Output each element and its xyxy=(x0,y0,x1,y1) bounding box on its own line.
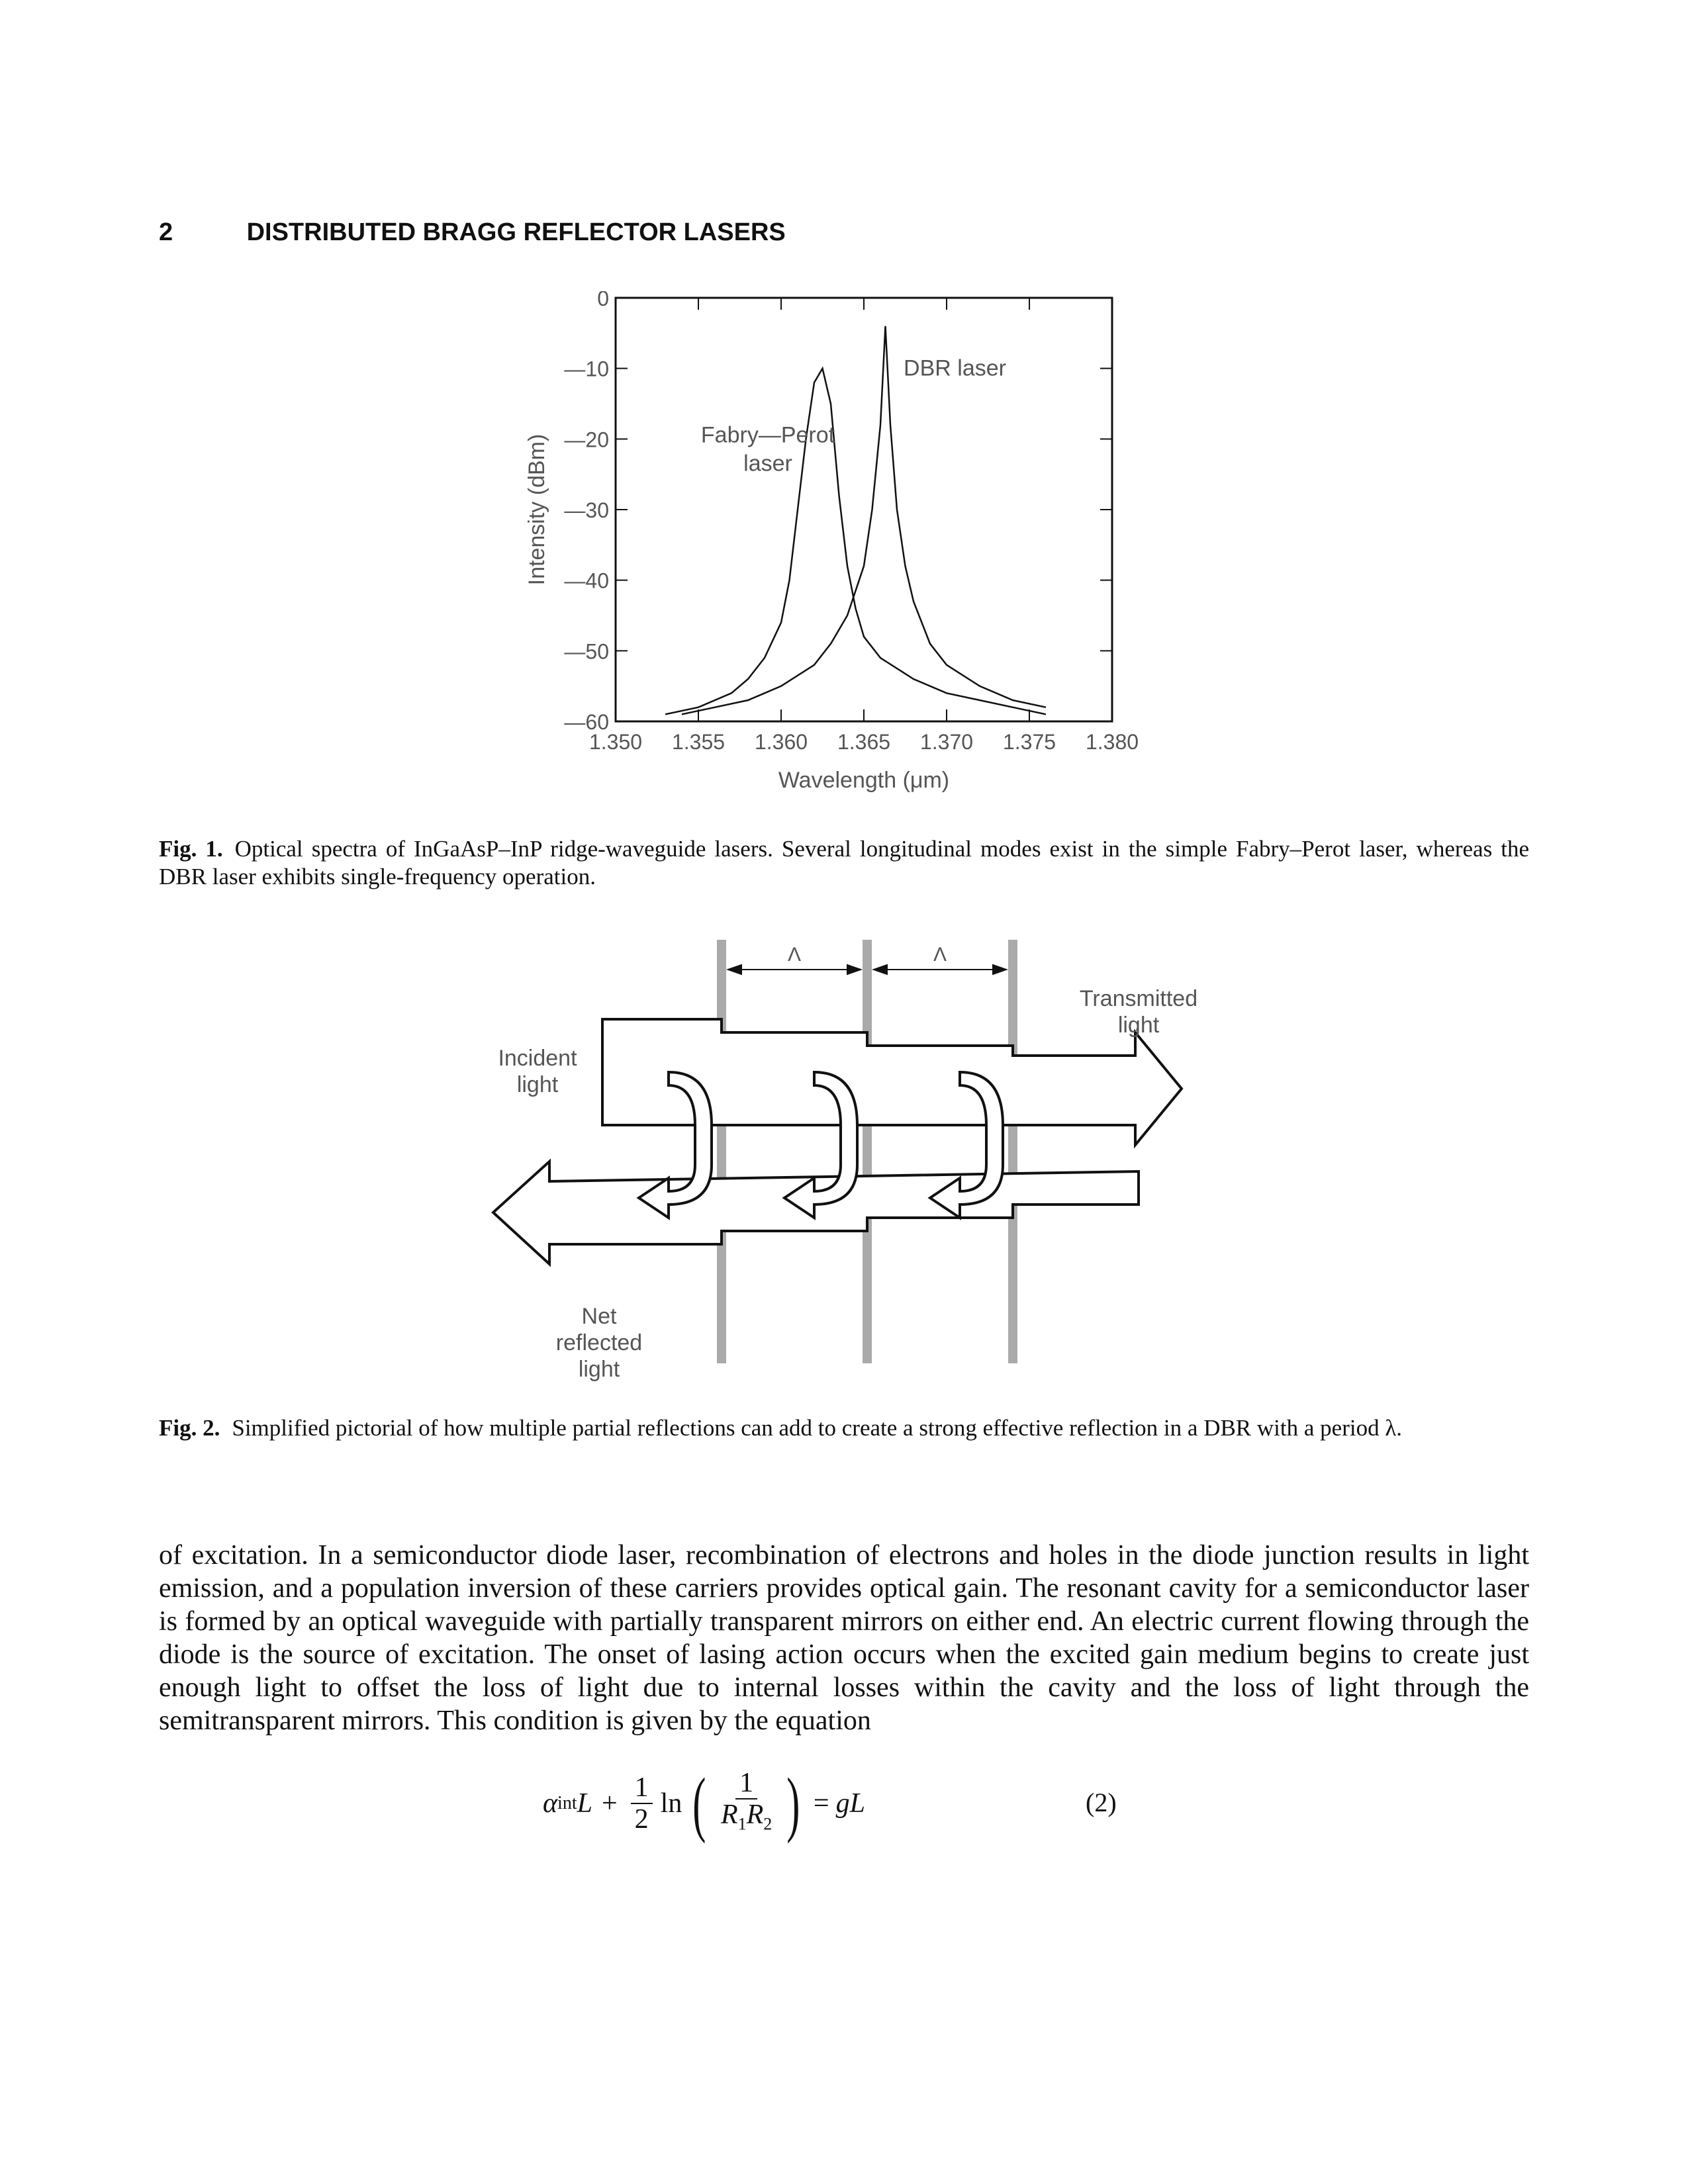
chart-plot-area xyxy=(524,291,1139,793)
y-tick-label: —40 xyxy=(564,569,609,593)
annotation-dbr-laser: DBR laser xyxy=(904,355,1006,381)
eq-plus: + xyxy=(601,1788,618,1819)
page-number: 2 xyxy=(159,218,173,246)
figure-2-label: Fig. 2. xyxy=(159,1415,220,1441)
y-tick-label: —30 xyxy=(564,498,609,522)
incident-light-label-2: light xyxy=(516,1072,559,1097)
series-fabry-perot-line xyxy=(665,369,1046,715)
y-tick-label: —10 xyxy=(564,357,609,381)
period-arrow-1 xyxy=(728,965,861,974)
figure-1-chart xyxy=(516,291,1178,821)
figure-2-diagram xyxy=(477,927,1238,1403)
figure-2-caption-text: Simplified pictorial of how multiple partial reflections can add to create a strong effective reflection in a DBR with a period λ. xyxy=(232,1415,1403,1441)
eq-inverse-reflectivity xyxy=(717,1768,776,1839)
eq-rhs: gL xyxy=(835,1788,865,1819)
y-tick-label: —20 xyxy=(564,428,609,452)
eq-inv-den xyxy=(717,1799,776,1839)
grating-line-2 xyxy=(863,940,872,1363)
eq-R2: R xyxy=(746,1799,764,1830)
y-tick-label: —60 xyxy=(564,710,609,734)
period-label-1: Λ xyxy=(787,944,802,966)
x-tick-label: 1.370 xyxy=(919,730,974,754)
body-paragraph: of excitation. In a semiconductor diode laser, recombination of electrons and holes in the diode junction results in light emission, and a population inversion of these carriers provides optical gain. The resonant cavity for a semiconductor laser is formed by an optical waveguide with partially transparent mirrors on either end. An electric current flowing through the diode is the source of excitation. The onset of lasing action occurs when the excited gain medium begins to create just enough light to offset the loss of light due to internal losses within the cavity and the loss of light through the semitransparent mirrors. This condition is given by the equation xyxy=(159,1540,1529,1736)
eq-alpha-sub: int xyxy=(557,1793,577,1813)
period-arrow-2 xyxy=(874,965,1006,974)
figure-1-label: Fig. 1. xyxy=(159,836,223,862)
plot-frame xyxy=(616,298,1112,721)
x-tick-label: 1.360 xyxy=(754,730,808,754)
grating-line-1 xyxy=(717,940,726,1363)
transmitted-light-label-2: light xyxy=(1117,1013,1160,1038)
transmitted-light-label-1: Transmitted xyxy=(1079,986,1198,1011)
eq-inv-num: 1 xyxy=(735,1768,757,1799)
running-title: DISTRIBUTED BRAGG REFLECTOR LASERS xyxy=(246,218,786,246)
y-tick-label: 0 xyxy=(597,291,609,310)
eq-ln: ln xyxy=(660,1788,682,1819)
net-reflected-label-3: light xyxy=(578,1357,620,1382)
y-axis-label: Intensity (dBm) xyxy=(524,433,549,586)
eq-half xyxy=(631,1772,653,1835)
x-axis-label: Wavelength (μm) xyxy=(778,768,950,793)
eq-R2-sub: 2 xyxy=(763,1814,773,1834)
eq-alpha: α xyxy=(543,1788,558,1819)
net-reflected-arrow xyxy=(493,1161,1139,1264)
eq-half-den: 2 xyxy=(634,1804,649,1835)
x-tick-label: 1.350 xyxy=(588,730,643,754)
figure-1-caption-text: Optical spectra of InGaAsP–InP ridge-waveguide lasers. Several longitudinal modes exist in the simple Fabry–Perot laser, whereas the DBR laser exhibits single-frequency operation. xyxy=(159,836,1529,889)
eq-right-paren: ) xyxy=(786,1763,800,1844)
grating-line-3 xyxy=(1008,940,1017,1363)
eq-half-num: 1 xyxy=(631,1772,653,1804)
x-tick-label: 1.380 xyxy=(1085,730,1139,754)
incident-light-label-1: Incident xyxy=(498,1046,577,1071)
net-reflected-label-2: reflected xyxy=(555,1330,643,1355)
x-tick-label: 1.365 xyxy=(837,730,891,754)
eq-R1-sub: 1 xyxy=(737,1814,747,1834)
equation-number: (2) xyxy=(1086,1788,1117,1817)
y-tick-label: —50 xyxy=(564,639,609,664)
x-tick-label: 1.355 xyxy=(671,730,726,754)
annotation-fabry-perot: Fabry—Perot xyxy=(700,422,835,448)
eq-L: L xyxy=(577,1788,592,1819)
series-dbr-line xyxy=(682,326,1046,715)
net-reflected-label-1: Net xyxy=(581,1304,617,1329)
eq-equals: = xyxy=(813,1788,829,1819)
running-header xyxy=(159,218,786,247)
eq-left-paren: ( xyxy=(692,1763,706,1844)
annotation-fabry-perot-laser: laser xyxy=(743,451,792,477)
equation-2 xyxy=(543,1763,865,1844)
x-tick-label: 1.375 xyxy=(1002,730,1056,754)
figure-2-caption xyxy=(159,1414,1529,1442)
eq-R1: R xyxy=(720,1799,738,1830)
figure-1-caption xyxy=(159,835,1529,891)
period-label-2: Λ xyxy=(933,944,947,966)
